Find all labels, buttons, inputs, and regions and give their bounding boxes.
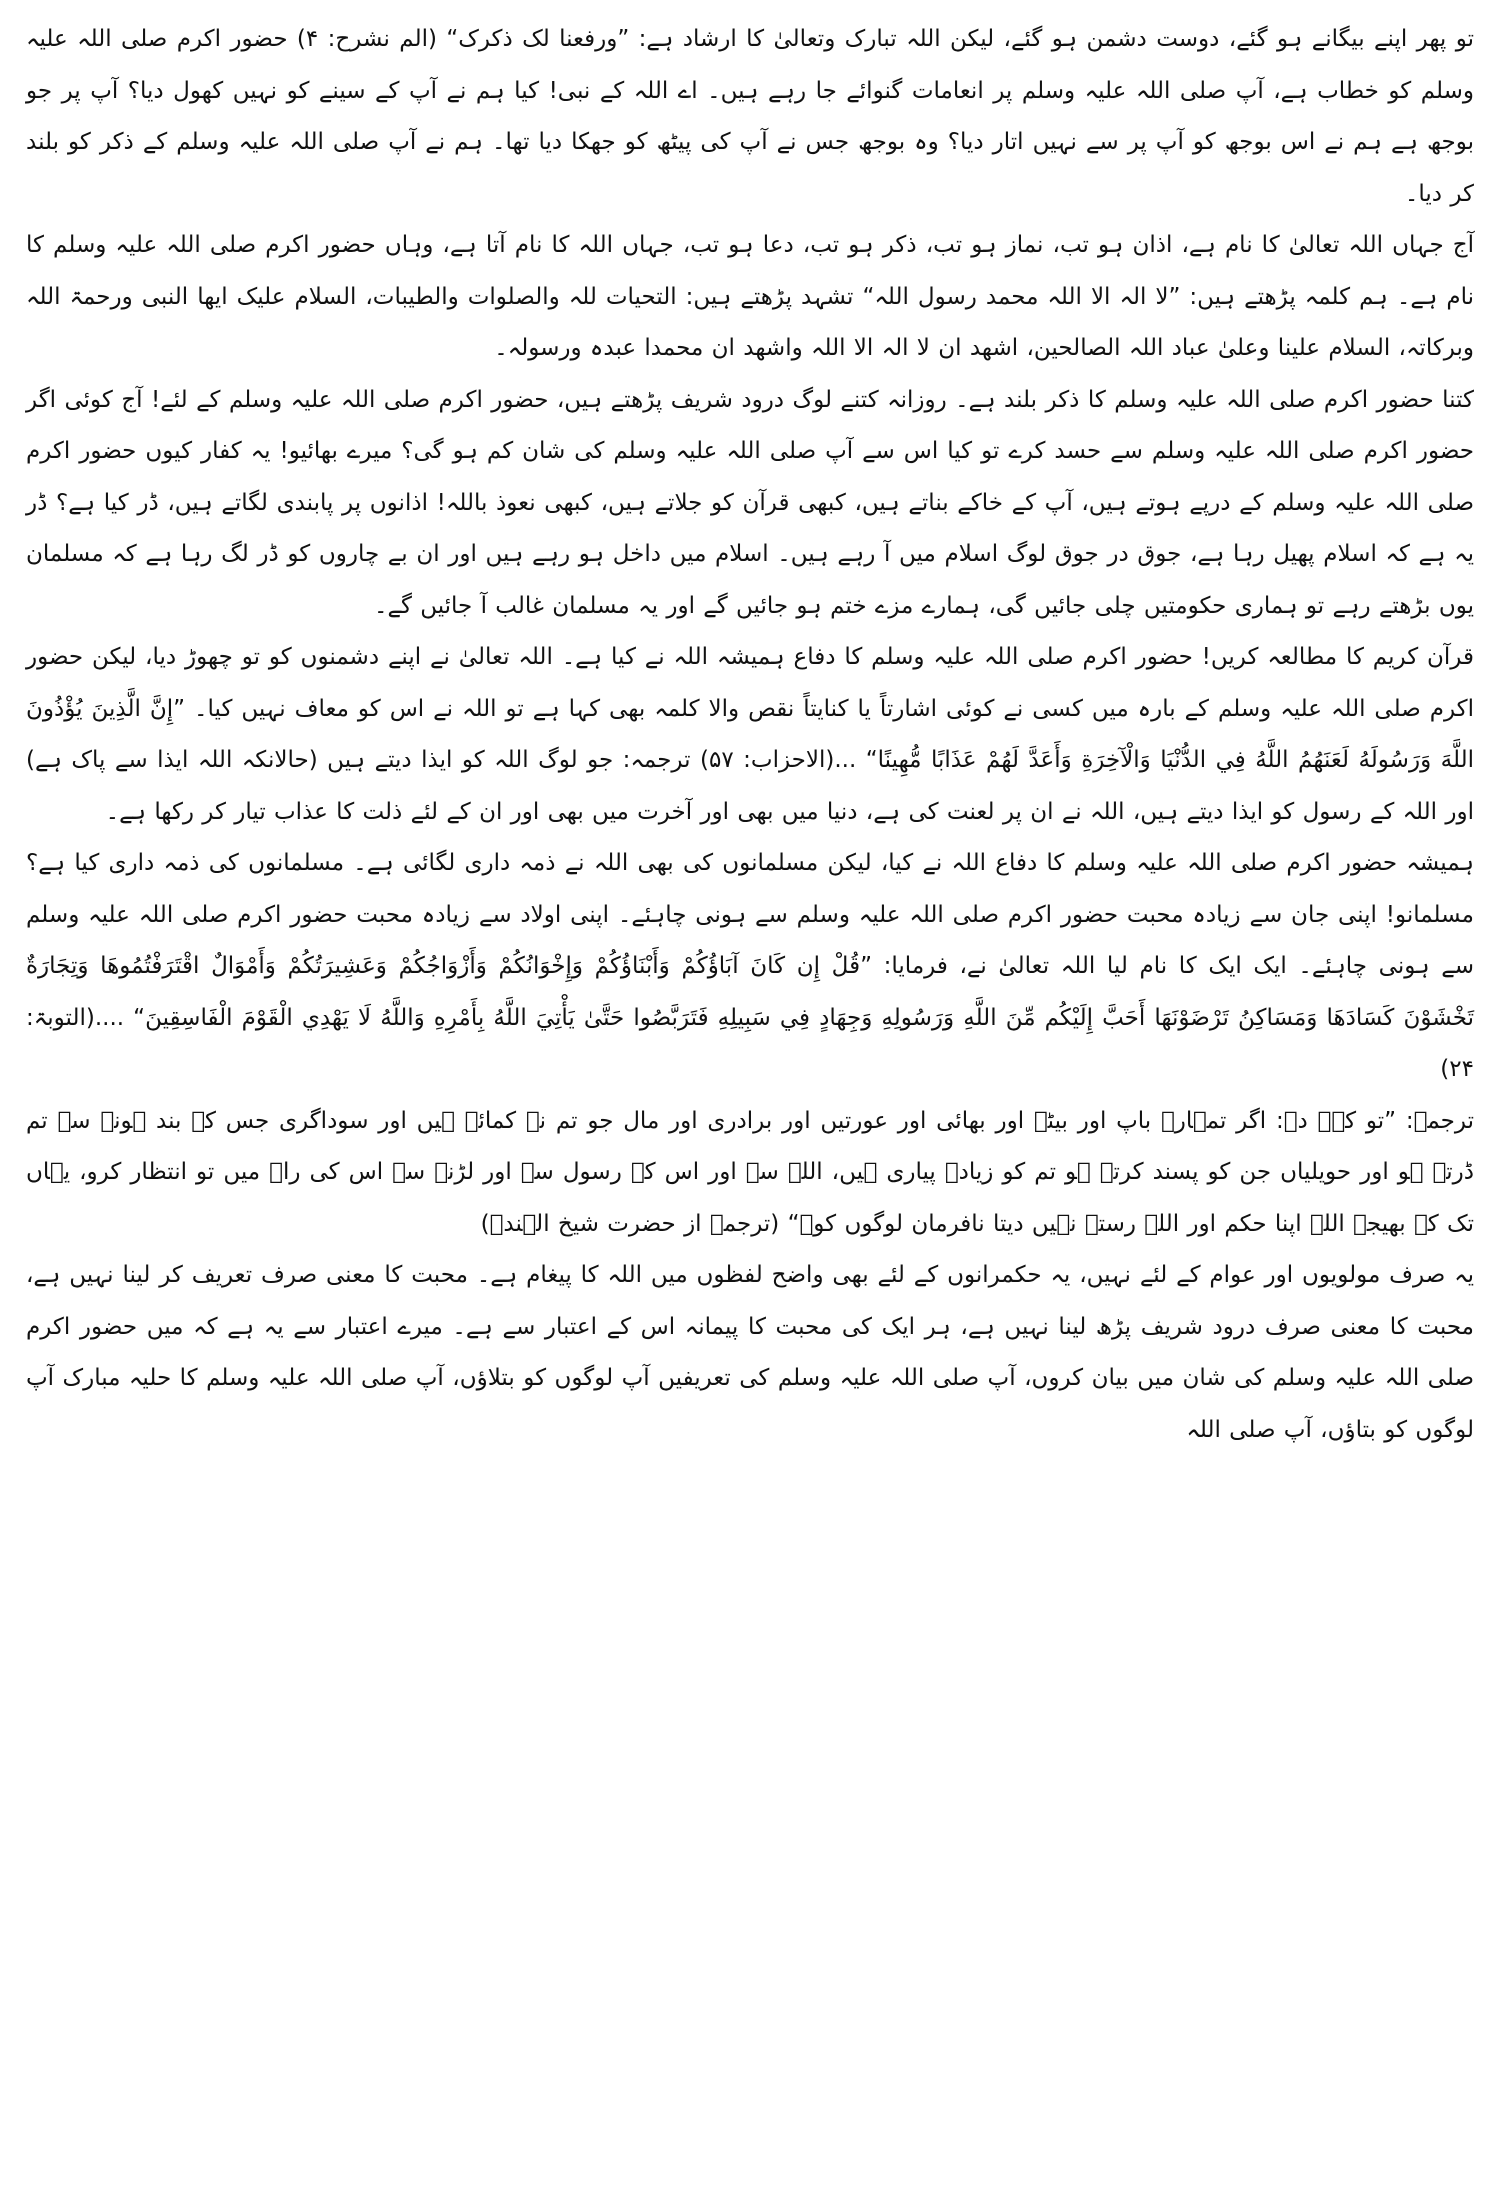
paragraph: ہمیشہ حضور اکرم صلی اللہ علیہ وسلم کا دفاع اللہ نے کیا، لیکن مسلمانوں کی بھی اللہ نے ذمہ داری لگائی ہے۔ مسلمانوں کی ذمہ داری کیا ہے؟ مسلمانو! اپنی جان سے زیادہ محبت حضور اکرم صلی اللہ علیہ وسلم سے ہونی چاہئے۔ اپنی اولاد سے زیادہ محبت حضور اکرم صلی اللہ علیہ وسلم سے ہونی چاہئے۔ ایک ایک کا نام لیا اللہ تعالیٰ نے، فرمایا: ”قُلْ إِن كَانَ آبَاؤُكُمْ وَأَبْنَاؤُكُمْ وَإِخْوَانُكُمْ وَأَزْوَاجُكُمْ وَعَشِيرَتُكُمْ وَأَمْوَالٌ اقْتَرَفْتُمُوهَا وَتِجَارَةٌ تَخْشَوْنَ كَسَادَهَا وَمَسَاكِنُ تَرْضَوْنَهَا أَحَبَّ إِلَيْكُم مِّنَ اللَّهِ وَرَسُولِهِ وَجِهَادٍ فِي سَبِيلِهِ فَتَرَبَّصُوا حَتَّىٰ يَأْتِيَ اللَّهُ بِأَمْرِهِ وَاللَّهُ لَا يَهْدِي الْقَوْمَ الْفَاسِقِينَ“ ....(التوبۃ: ۲۴)	[26, 850, 1474, 1082]
paragraph: ترجمہ: ”تو کہہ دے: اگر تمہارے باپ اور بیٹے اور بھائی اور عورتیں اور برادری اور مال جو تم نے کمائے ہیں اور سوداگری جس کے بند ہونے سے تم ڈرتے ہو اور حویلیاں جن کو پسند کرتے ہو تم کو زیادہ پیاری ہیں، اللہ سے اور اس کے رسول سے اور لڑنے سے اس کی راہ میں تو انتظار کرو، یہاں تک کہ بھیجے اللہ اپنا حکم اور اللہ رستہ نہیں دیتا نافرمان لوگوں کو۔“ (ترجمہ از حضرت شیخ الہندؒ)	[26, 1107, 1474, 1237]
paragraph: یہ صرف مولویوں اور عوام کے لئے نہیں، یہ حکمرانوں کے لئے بھی واضح لفظوں میں اللہ کا پیغام ہے۔ محبت کا معنی صرف تعریف کر لینا نہیں ہے، محبت کا معنی صرف درود شریف پڑھ لینا نہیں ہے، ہر ایک کی محبت کا پیمانہ اس کے اعتبار سے ہے۔ میرے اعتبار سے یہ ہے کہ میں حضور اکرم صلی اللہ علیہ وسلم کی شان میں بیان کروں، آپ صلی اللہ علیہ وسلم کی تعریفیں آپ لوگوں کو بتلاؤں، آپ صلی اللہ علیہ وسلم کا حلیہ مبارک آپ لوگوں کو بتاؤں، آپ صلی اللہ	[26, 1262, 1474, 1443]
paragraph: قرآن کریم کا مطالعہ کریں! حضور اکرم صلی اللہ علیہ وسلم کا دفاع ہمیشہ اللہ نے کیا ہے۔ اللہ تعالیٰ نے اپنے دشمنوں کو تو چھوڑ دیا، لیکن حضور اکرم صلی اللہ علیہ وسلم کے بارہ میں کسی نے کوئی اشارتاً یا کنایتاً نقص والا کلمہ بھی کہا ہے تو اللہ نے اس کو معاف نہیں کیا۔ ”إِنَّ الَّذِينَ يُؤْذُونَ اللَّهَ وَرَسُولَهُ لَعَنَهُمُ اللَّهُ فِي الدُّنْيَا وَالْآخِرَةِ وَأَعَدَّ لَهُمْ عَذَابًا مُّهِينًا“ ...(الاحزاب: ۵۷) ترجمہ: جو لوگ اللہ کو ایذا دیتے ہیں (حالانکہ اللہ ایذا سے پاک ہے) اور اللہ کے رسول کو ایذا دیتے ہیں، اللہ نے ان پر لعنت کی ہے، دنیا میں بھی اور آخرت میں بھی اور ان کے لئے ذلت کا عذاب تیار کر رکھا ہے۔	[26, 644, 1474, 825]
paragraph: آج جہاں اللہ تعالیٰ کا نام ہے، اذان ہو تب، نماز ہو تب، ذکر ہو تب، دعا ہو تب، جہاں اللہ کا نام آتا ہے، وہاں حضور اکرم صلی اللہ علیہ وسلم کا نام ہے۔ ہم کلمہ پڑھتے ہیں: ”لا الہ الا اللہ محمد رسول اللہ“ تشہد پڑھتے ہیں: التحیات للہ والصلوات والطیبات، السلام علیک ایھا النبی ورحمۃ اللہ وبرکاتہ، السلام علینا وعلیٰ عباد اللہ الصالحین، اشھد ان لا الہ الا اللہ واشھد ان محمدا عبدہ ورسولہ۔	[26, 232, 1474, 361]
paragraph: کتنا حضور اکرم صلی اللہ علیہ وسلم کا ذکر بلند ہے۔ روزانہ کتنے لوگ درود شریف پڑھتے ہیں، حضور اکرم صلی اللہ علیہ وسلم کے لئے! آج کوئی اگر حضور اکرم صلی اللہ علیہ وسلم سے حسد کرے تو کیا اس سے آپ صلی اللہ علیہ وسلم کی شان کم ہو گی؟ میرے بھائیو! یہ کفار کیوں حضور اکرم صلی اللہ علیہ وسلم کے درپے ہوتے ہیں، آپ کے خاکے بناتے ہیں، کبھی قرآن کو جلاتے ہیں، کبھی نعوذ باللہ! اذانوں پر پابندی لگاتے ہیں، ڈر کیا ہے؟ ڈر یہ ہے کہ اسلام پھیل رہا ہے، جوق در جوق لوگ اسلام میں آ رہے ہیں۔ اسلام میں داخل ہو رہے ہیں اور ان بے چاروں کو ڈر لگ رہا ہے کہ مسلمان یوں بڑھتے رہے تو ہماری حکومتیں چلی جائیں گی، ہمارے مزے ختم ہو جائیں گے اور یہ مسلمان غالب آ جائیں گے۔	[26, 386, 1474, 619]
paragraph: تو پھر اپنے بیگانے ہو گئے، دوست دشمن ہو گئے، لیکن اللہ تبارک وتعالیٰ کا ارشاد ہے: ”ورفعنا لک ذکرک“ (الم نشرح: ۴) حضور اکرم صلی اللہ علیہ وسلم کو خطاب ہے، آپ صلی اللہ علیہ وسلم پر انعامات گنوائے جا رہے ہیں۔ اے اللہ کے نبی! کیا ہم نے آپ کے سینے کو نہیں کھول دیا؟ آپ پر جو بوجھ ہے ہم نے اس بوجھ کو آپ پر سے نہیں اتار دیا؟ وہ بوجھ جس نے آپ کی پیٹھ کو جھکا دیا تھا۔ ہم نے آپ صلی اللہ علیہ وسلم کے ذکر کو بلند کر دیا۔	[26, 26, 1475, 207]
